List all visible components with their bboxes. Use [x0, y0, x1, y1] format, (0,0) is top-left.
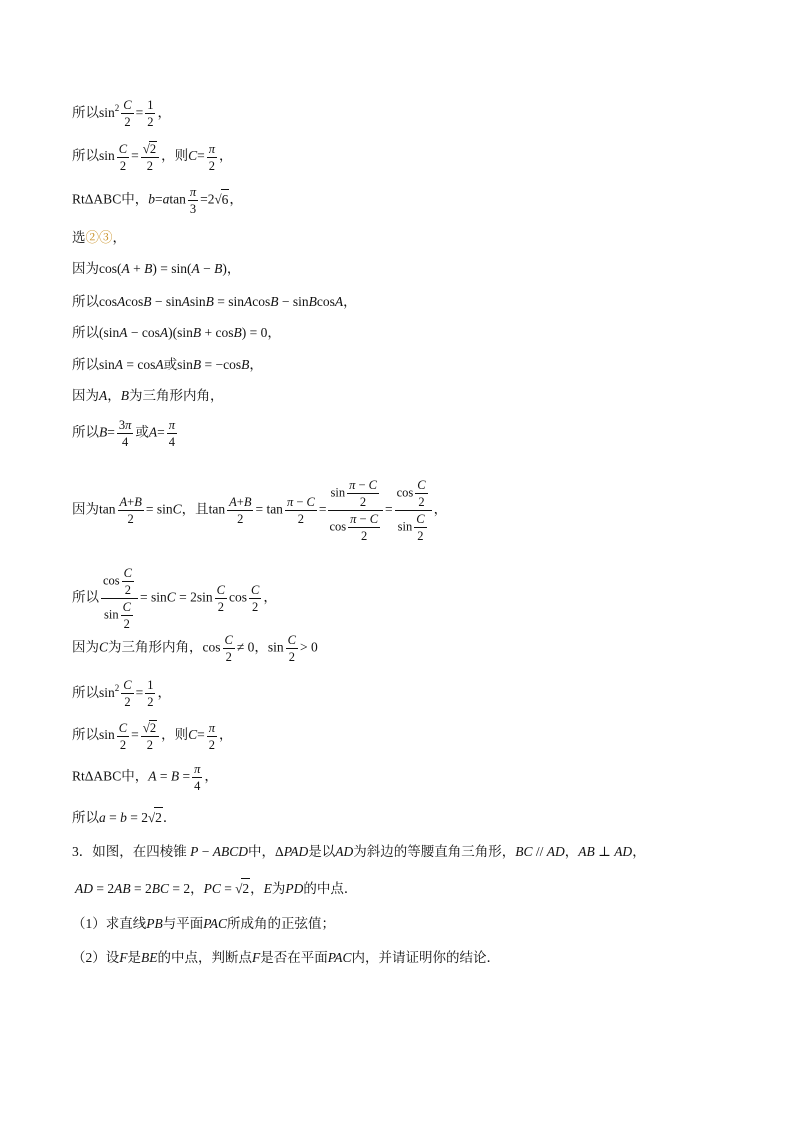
step-angle-values: 所以B= $\frac{3\pi}{4}$ 或A= $\frac{\pi}{4}$: [72, 418, 176, 449]
step-factor: 所以(sinA − cosA)(sinB + cosB) = 0，: [72, 325, 281, 340]
step-interior-angles: 因为A，B为三角形内角，: [72, 388, 224, 403]
step-expand: 所以cosAcosB − sinAsinB = sinAcosB − sinBcosA，: [72, 294, 357, 309]
problem-3-question-1: （1）求直线PB与平面PAC所成角的正弦值；: [72, 916, 336, 931]
step-conclusion: 所以a = b = 2√2．: [72, 807, 176, 828]
problem-3-question-2: （2）设F是BE的中点，判断点F是否在平面PAC内，并请证明你的结论．: [72, 950, 501, 965]
step-tan-half-sum: 因为tan $\frac{A+B}{2}$ = sinC，且tan $\frac{A+B}{2}$ = tan $\frac{\pi - C}{2}$ = sin $\frac{\pi - C}{2}$ cos $\frac{\pi - C}{2}$ = cos $\frac{C}{2}$ sin $\frac{C}{2}$ ，: [72, 478, 448, 543]
step-sin-half-c: 所以sin $\frac{C}{2}$ = $\frac{√2}{2}$ ，则C= $\frac{\pi}{2}$ ，: [72, 141, 233, 173]
step-cos-sum: 因为cos(A + B) = sin(A − B)，: [72, 261, 241, 276]
problem-3-conditions: AD = 2AB = 2BC = 2，PC = √2，E为PD的中点．: [75, 878, 357, 899]
step-rt-triangle-b: RtΔABC中，b=atan $\frac{\pi}{3}$ =2√6，: [72, 185, 243, 216]
choose-option-23: 选②③，: [72, 230, 126, 245]
step-c-interior: 因为C为三角形内角，cos $\frac{C}{2}$ ≠ 0，sin $\frac{C}{2}$ > 0: [72, 633, 318, 664]
option-marker: ②③: [85, 230, 113, 245]
step-sin-half-c-2: 所以sin $\frac{C}{2}$ = $\frac{√2}{2}$ ，则C= $\frac{\pi}{2}$ ，: [72, 720, 233, 752]
step-cot-half: 所以 cos $\frac{C}{2}$ sin $\frac{C}{2}$ = sinC = 2sin $\frac{C}{2}$ cos $\frac{C}{2}$ ，: [72, 566, 277, 631]
step-rt-triangle-ab: RtΔABC中，A = B = $\frac{\pi}{4}$ ，: [72, 762, 218, 793]
step-sin-squared-2: 所以$\sin^2$ $\frac{C}{2}$ = $\frac{1}{2}$ ，: [72, 678, 171, 710]
step-sin-squared: 所以$\sin^2$ $\frac{C}{2}$ = $\frac{1}{2}$ ，: [72, 98, 171, 130]
problem-3-statement: 3．如图，在四棱锥 P − ABCD中，ΔPAD是以AD为斜边的等腰直角三角形，BC // AD，AB ⊥ AD，: [72, 844, 646, 859]
step-cases: 所以sinA = cosA或sinB = −cosB，: [72, 357, 263, 372]
